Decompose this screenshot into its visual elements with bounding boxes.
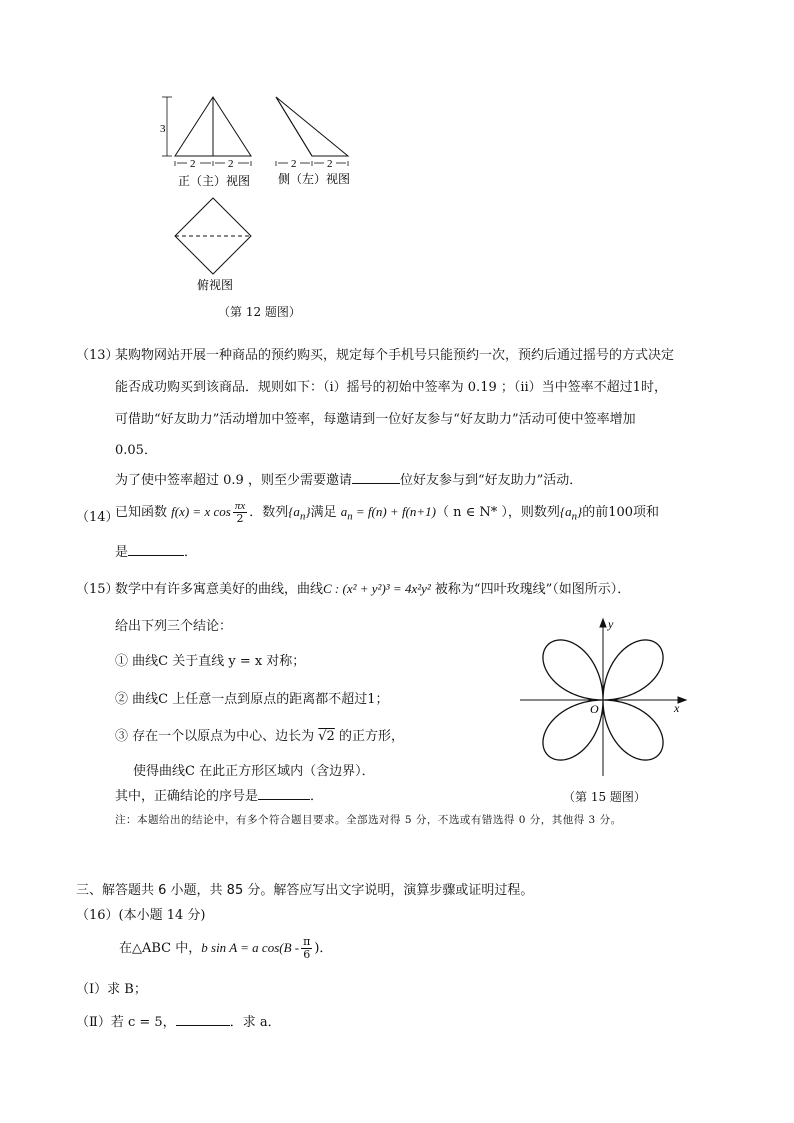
q14-answer-blank[interactable] <box>128 543 184 556</box>
q14-recurrence <box>340 504 436 523</box>
q14-rec-sub: n <box>347 510 353 523</box>
q13-line-3: 可借助“好友助力”活动增加中签率，每邀请到一位好友参与“好友助力”活动可使中签率增加 <box>115 412 636 427</box>
figure-15-rose-curve <box>516 614 692 778</box>
q13-line-1: 某购物网站开展一种商品的预约购买，规定每个手机号只能预约一次，预约后通过摇号的方式决定 <box>115 348 675 363</box>
q14-number: （14） <box>76 510 119 525</box>
side-view <box>276 97 348 156</box>
top-view-caption: 俯视图 <box>197 278 234 292</box>
q15-answer-line <box>115 785 323 804</box>
q15-curve-equation: C : (x² + y²)³ = 4x²y² <box>323 581 431 596</box>
q15-intro-b: 被称为“四叶玫瑰线”（如图所示）． <box>430 582 631 597</box>
front-view <box>175 97 251 156</box>
q16-part-2-b: ．求 a． <box>229 1015 281 1030</box>
q15-conclusion-3 <box>115 725 404 744</box>
q14-text-1: 已知函数 <box>115 505 172 520</box>
q14-text-4: ，则数列 <box>507 505 560 520</box>
q14-condition: （ n ∈ N* ） <box>435 505 508 520</box>
side-width-label-1: 2 <box>291 158 297 170</box>
side-width-dimension <box>276 161 348 166</box>
q16-fraction-denominator: 6 <box>303 948 311 961</box>
q13-number: （13） <box>76 348 119 363</box>
q14-rec-rest: = f(n) + f(n+1) <box>352 504 436 519</box>
figure-15-caption: （第 15 题图） <box>563 790 646 804</box>
q13-line-2: 能否成功购买到该商品．规则如下：（ⅰ）摇号的初始中签率为 0.19 ；（ⅱ）当中签率不超过1时， <box>115 380 667 395</box>
q14-end: ． <box>184 545 198 560</box>
q15-c3-b: 的正方形， <box>334 729 404 744</box>
q16-stem <box>119 936 332 961</box>
front-width-dimension <box>175 161 251 166</box>
side-width-label-2: 2 <box>327 158 333 170</box>
q14-is: 是 <box>115 545 129 560</box>
figure-12-caption: （第 12 题图） <box>218 305 301 319</box>
q15-answer-b: ． <box>310 789 324 804</box>
q15-note: 注：本题给出的结论中，有多个符合题目要求。全部选对得 5 分，不选或有错选得 0 分，其他得 3 分。 <box>115 814 622 826</box>
q15-number: （15） <box>76 582 119 597</box>
q16-stem-a: 在△ABC 中， <box>119 941 202 956</box>
front-view-caption: 正（主）视图 <box>178 174 251 188</box>
origin-label: O <box>590 702 599 716</box>
q16-fraction-numerator: π <box>303 935 311 948</box>
q14-line-1 <box>115 500 659 525</box>
figure-12-three-views <box>150 88 370 308</box>
q14-rec-a: a <box>340 504 348 519</box>
q14-line-2 <box>115 541 197 560</box>
q13-answer-blank[interactable] <box>352 471 400 484</box>
q16-equation: b sin A = a cos(B - <box>201 940 300 955</box>
q16-part-2-a: （Ⅱ）若 c = 5， <box>76 1015 176 1030</box>
q13-line-4: 0.05． <box>115 443 157 458</box>
q14-seq-open: {a <box>288 504 300 519</box>
front-width-label-2: 2 <box>228 158 234 170</box>
q14-seq-sub: n <box>299 510 306 523</box>
side-view-caption: 侧（左）视图 <box>278 172 351 186</box>
q16-part-2 <box>76 1011 281 1030</box>
q14-function: f(x) = x cos <box>171 504 231 519</box>
q15-given: 给出下列三个结论： <box>115 619 233 634</box>
q14-sequence-2 <box>559 504 583 523</box>
q14-text-5: 的前100项和 <box>582 505 660 520</box>
q15-c3-a: ③ 存在一个以原点为中心、边长为 <box>115 729 319 744</box>
q14-text-2: ．数列 <box>249 505 289 520</box>
q16-part-1: （Ⅰ）求 B； <box>76 982 147 997</box>
q14-seq-close: } <box>305 504 311 519</box>
height-label: 3 <box>160 123 166 135</box>
q14-seq2-close: } <box>577 504 583 519</box>
q14-fraction-denominator: 2 <box>236 512 244 525</box>
q14-seq2-sub: n <box>571 510 578 523</box>
q13-question-text-b: 位好友参与到“好友助力”活动． <box>399 473 583 488</box>
q16-answer-blank[interactable] <box>176 1013 230 1026</box>
q14-sequence <box>288 504 311 523</box>
q13-question-text-a: 为了使中签率超过 0.9 ，则至少需要邀请 <box>115 473 352 488</box>
q15-conclusion-2: ② 曲线C 上任意一点到原点的距离都不超过1； <box>115 692 389 707</box>
q16-number: （16）(本小题 14 分) <box>76 908 206 923</box>
q15-intro <box>115 578 630 597</box>
q15-c3-sqrt: √2 <box>318 729 335 744</box>
q14-fraction <box>233 500 247 525</box>
top-view <box>175 198 251 274</box>
axis-y-label: y <box>608 617 614 631</box>
q15-intro-a: 数学中有许多寓意美好的曲线，曲线 <box>115 582 324 597</box>
q15-answer-blank[interactable] <box>258 787 310 800</box>
q16-stem-c: )． <box>314 941 333 956</box>
q15-conclusion-1: ① 曲线C 关于直线 y = x 对称； <box>115 654 306 669</box>
axis-x-label: x <box>674 701 680 715</box>
q15-answer-a: 其中，正确结论的序号是 <box>115 789 259 804</box>
q13-question <box>115 469 582 488</box>
section-3-title: 三、解答题共 6 小题，共 85 分。解答应写出文字说明，演算步骤或证明过程。 <box>76 883 534 898</box>
front-width-label-1: 2 <box>190 158 196 170</box>
q14-seq2-open: {a <box>559 504 572 519</box>
q15-conclusion-3-cont: 使得曲线C 在此正方形区域内（含边界）． <box>133 764 375 779</box>
q14-text-3: 满足 <box>310 505 341 520</box>
q16-fraction <box>301 936 312 961</box>
q14-fraction-numerator: πx <box>234 500 246 512</box>
